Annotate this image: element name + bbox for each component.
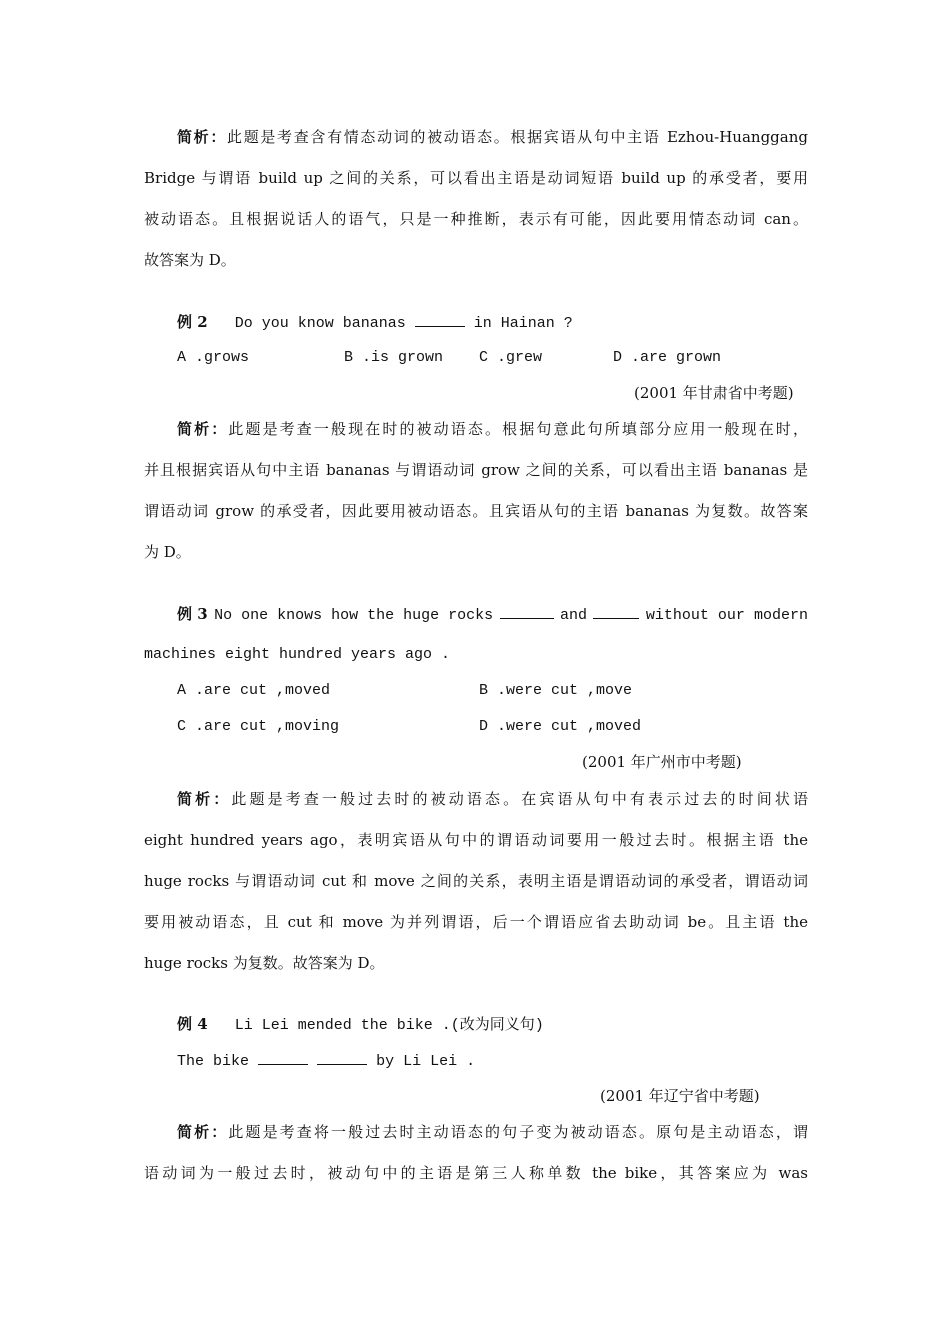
analysis-2-line-2: 并且根据宾语从句中主语 bananas 与谓语动词 grow 之间的关系，可以看出主语 bananas 是 <box>144 461 808 479</box>
example-2-option-d: D .are grown <box>613 349 722 366</box>
example-label: 例 2 <box>177 313 208 331</box>
example-3-question-line-2: machines eight hundred years ago . <box>144 646 451 663</box>
analysis-3-line-5: huge rocks 为复数。故答案为 D。 <box>144 954 385 972</box>
answer-blank <box>593 604 639 619</box>
answer-blank <box>500 604 554 619</box>
example-3-question-line-1: 例 3 No one knows how the huge rocks and without our modern <box>177 605 808 624</box>
analysis-3-line-2: eight hundred years ago，表明宾语从句中的谓语动词要用一般过去时。根据主语 the <box>144 831 808 849</box>
analysis-label: 简析： <box>177 790 232 808</box>
example-2-option-c: C .grew <box>479 349 543 366</box>
analysis-label: 简析： <box>177 420 229 438</box>
example-3-option-b: B .were cut ,move <box>479 682 633 699</box>
example-4-question-line-1: 例 4 Li Lei mended the bike .(改为同义句) <box>177 1015 544 1034</box>
example-3-option-d: D .were cut ,moved <box>479 718 642 735</box>
example-3-source: (2001 年广州市中考题) <box>582 753 742 771</box>
example-4-question-line-2: The bike by Li Lei . <box>177 1050 808 1072</box>
example-4-source: (2001 年辽宁省中考题) <box>600 1087 760 1105</box>
analysis-1-line-3: 被动语态。且根据说话人的语气，只是一种推断，表示有可能，因此要用情态动词 can。 <box>144 210 808 228</box>
analysis-1-line-4: 故答案为 D。 <box>144 251 236 269</box>
analysis-label: 简析： <box>177 128 228 146</box>
analysis-4-line-2: 语动词为一般过去时，被动句中的主语是第三人称单数 the bike，其答案应为 was <box>144 1164 808 1182</box>
example-3-option-a: A .are cut ,moved <box>177 682 331 699</box>
analysis-3-line-4: 要用被动语态，且 cut 和 move 为并列谓语，后一个谓语应省去助动词 be。且主语 the <box>144 913 808 931</box>
analysis-2-line-3: 谓语动词 grow 的承受者，因此要用被动语态。且宾语从句的主语 bananas 为复数。故答案 <box>144 502 808 520</box>
analysis-3-line-3: huge rocks 与谓语动词 cut 和 move 之间的关系，表明主语是谓语动词的承受者，谓语动词 <box>144 872 808 890</box>
answer-blank <box>317 1050 367 1065</box>
analysis-2-line-1: 简析：此题是考查一般现在时的被动语态。根据句意此句所填部分应用一般现在时， <box>177 420 808 438</box>
example-3-option-c: C .are cut ,moving <box>177 718 340 735</box>
analysis-label: 简析： <box>177 1123 229 1141</box>
analysis-3-line-1: 简析：此题是考查一般过去时的被动语态。在宾语从句中有表示过去的时间状语 <box>177 790 808 808</box>
example-label: 例 4 <box>177 1015 208 1033</box>
analysis-1-line-1: 简析：此题是考查含有情态动词的被动语态。根据宾语从句中主语 Ezhou-Huanggang <box>177 128 808 146</box>
analysis-4-line-1: 简析：此题是考查将一般过去时主动语态的句子变为被动语态。原句是主动语态，谓 <box>177 1123 808 1141</box>
answer-blank <box>415 312 465 327</box>
example-2-source: (2001 年甘肃省中考题) <box>634 384 794 402</box>
analysis-2-line-4: 为 D。 <box>144 543 191 561</box>
example-2-option-a: A .grows <box>177 349 250 366</box>
example-2-option-b: B .is grown <box>344 349 444 366</box>
analysis-1-line-2: Bridge 与谓语 build up 之间的关系，可以看出主语是动词短语 build up 的承受者，要用 <box>144 169 808 187</box>
example-2-question: 例 2 Do you know bananas in Hainan ? <box>177 313 573 332</box>
answer-blank <box>258 1050 308 1065</box>
example-label: 例 3 <box>177 605 208 623</box>
